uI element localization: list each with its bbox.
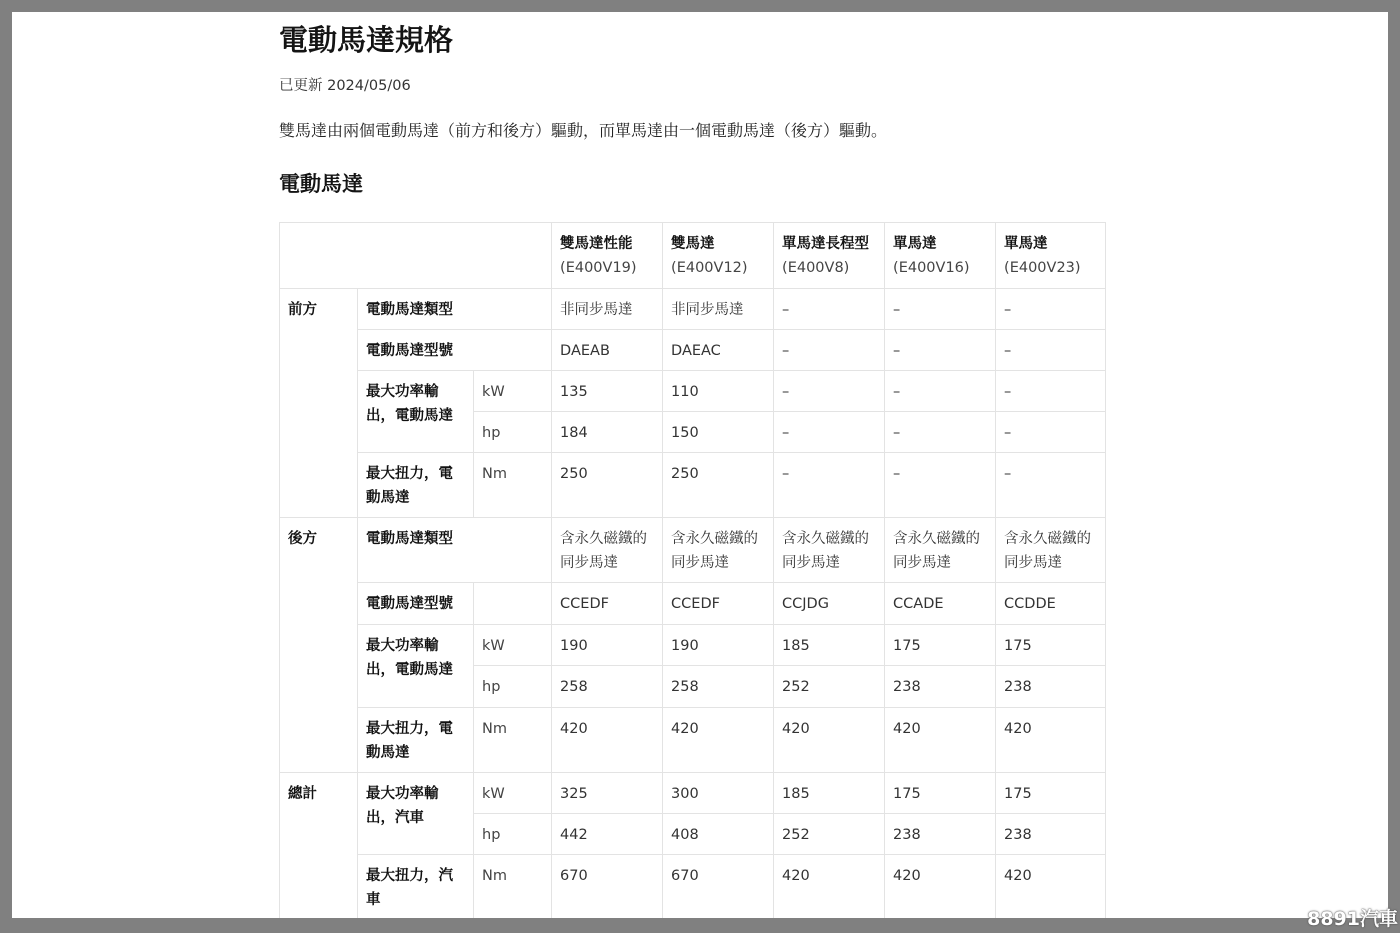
row-label: 最大功率輸出，電動馬達 <box>358 371 474 453</box>
table-cell: 含永久磁鐵的同步馬達 <box>774 518 885 583</box>
table-cell: 258 <box>552 666 663 708</box>
table-cell: – <box>885 371 996 412</box>
table-cell: 238 <box>885 814 996 855</box>
row-label: 最大扭力，電動馬達 <box>358 453 474 518</box>
header-cell <box>774 223 885 289</box>
table-cell: – <box>885 289 996 330</box>
table-cell: 420 <box>885 855 996 919</box>
table-cell: 110 <box>663 371 774 412</box>
row-label: 電動馬達類型 <box>358 289 552 330</box>
table-cell: – <box>885 330 996 371</box>
updated-date: 已更新 2024/05/06 <box>279 78 411 94</box>
table-cell: 250 <box>552 453 663 518</box>
table-cell: – <box>885 412 996 453</box>
table-cell: CCJDG <box>774 583 885 625</box>
row-label: 電動馬達類型 <box>358 518 552 583</box>
table-cell: 175 <box>996 773 1106 814</box>
header-cell <box>552 223 663 289</box>
table-cell: – <box>774 453 885 518</box>
row-label: 最大扭力，汽車 <box>358 855 474 919</box>
table-cell: 非同步馬達 <box>552 289 663 330</box>
table-cell: 175 <box>885 625 996 666</box>
motor-spec-table <box>279 222 1106 918</box>
unit-cell: Nm <box>474 453 552 518</box>
table-cell: 670 <box>552 855 663 919</box>
unit-cell: hp <box>474 666 552 708</box>
header-code: (E400V23) <box>1004 260 1081 276</box>
table-cell: 238 <box>996 666 1106 708</box>
table-cell: 300 <box>663 773 774 814</box>
table-row <box>280 625 1106 666</box>
table-cell: DAEAC <box>663 330 774 371</box>
unit-cell: kW <box>474 371 552 412</box>
table-cell: 258 <box>663 666 774 708</box>
header-cell <box>996 223 1106 289</box>
header-cell <box>663 223 774 289</box>
table-cell: 含永久磁鐵的同步馬達 <box>885 518 996 583</box>
table-cell: – <box>996 289 1106 330</box>
table-cell: 250 <box>663 453 774 518</box>
table-row <box>280 773 1106 814</box>
header-cell <box>885 223 996 289</box>
table-cell: 420 <box>774 855 885 919</box>
table-cell: 670 <box>663 855 774 919</box>
unit-cell: Nm <box>474 855 552 919</box>
table-cell: DAEAB <box>552 330 663 371</box>
unit-cell: kW <box>474 773 552 814</box>
header-name: 單馬達 <box>893 236 937 252</box>
header-code: (E400V8) <box>782 260 850 276</box>
table-cell: 150 <box>663 412 774 453</box>
group-total: 總計 <box>280 773 358 919</box>
table-cell: CCADE <box>885 583 996 625</box>
page-title: 電動馬達規格 <box>279 23 454 57</box>
table-cell: – <box>774 412 885 453</box>
row-label: 最大功率輸出，汽車 <box>358 773 474 855</box>
table-cell: 184 <box>552 412 663 453</box>
header-code: (E400V12) <box>671 260 748 276</box>
page-frame <box>12 12 1388 918</box>
table-cell: 含永久磁鐵的同步馬達 <box>663 518 774 583</box>
table-row <box>280 518 1106 583</box>
table-cell: 238 <box>885 666 996 708</box>
table-cell: CCDDE <box>996 583 1106 625</box>
section-title: 電動馬達 <box>279 172 363 196</box>
table-cell: 420 <box>885 708 996 773</box>
table-cell: 420 <box>774 708 885 773</box>
table-cell: – <box>996 371 1106 412</box>
header-name: 單馬達 <box>1004 236 1048 252</box>
table-cell: 含永久磁鐵的同步馬達 <box>996 518 1106 583</box>
table-cell: 190 <box>552 625 663 666</box>
table-cell: 325 <box>552 773 663 814</box>
table-cell: CCEDF <box>663 583 774 625</box>
table-cell: – <box>996 412 1106 453</box>
header-name: 雙馬達 <box>671 236 715 252</box>
table-cell: 420 <box>552 708 663 773</box>
unit-cell: hp <box>474 814 552 855</box>
table-cell: 非同步馬達 <box>663 289 774 330</box>
table-cell: 175 <box>996 625 1106 666</box>
table-row <box>280 453 1106 518</box>
table-cell: 252 <box>774 814 885 855</box>
unit-cell: kW <box>474 625 552 666</box>
header-code: (E400V16) <box>893 260 970 276</box>
table-cell: – <box>774 330 885 371</box>
row-label: 最大功率輸出，電動馬達 <box>358 625 474 708</box>
table-cell: 420 <box>996 855 1106 919</box>
table-row <box>280 708 1106 773</box>
table-cell: – <box>774 371 885 412</box>
table-cell: CCEDF <box>552 583 663 625</box>
header-name: 單馬達長程型 <box>782 236 870 252</box>
watermark-logo: 8891汽車 <box>1307 908 1398 930</box>
table-cell: – <box>774 289 885 330</box>
header-name: 雙馬達性能 <box>560 236 633 252</box>
unit-cell: hp <box>474 412 552 453</box>
table-cell: 420 <box>996 708 1106 773</box>
table-cell: 252 <box>774 666 885 708</box>
table-cell: 420 <box>663 708 774 773</box>
table-row <box>280 583 1106 625</box>
table-cell: – <box>996 330 1106 371</box>
group-front: 前方 <box>280 289 358 518</box>
unit-cell: Nm <box>474 708 552 773</box>
table-cell: 185 <box>774 773 885 814</box>
header-empty-cell <box>280 223 552 289</box>
table-cell: 442 <box>552 814 663 855</box>
table-cell: 175 <box>885 773 996 814</box>
table-cell: 135 <box>552 371 663 412</box>
unit-cell-empty <box>474 583 552 625</box>
table-row <box>280 289 1106 330</box>
table-header-row <box>280 223 1106 289</box>
intro-text: 雙馬達由兩個電動馬達（前方和後方）驅動，而單馬達由一個電動馬達（後方）驅動。 <box>279 121 888 140</box>
table-row <box>280 855 1106 919</box>
table-row <box>280 371 1106 412</box>
row-label: 電動馬達型號 <box>358 330 552 371</box>
row-label: 最大扭力，電動馬達 <box>358 708 474 773</box>
table-cell: 含永久磁鐵的同步馬達 <box>552 518 663 583</box>
header-code: (E400V19) <box>560 260 637 276</box>
table-cell: – <box>996 453 1106 518</box>
row-label: 電動馬達型號 <box>358 583 474 625</box>
table-row <box>280 330 1106 371</box>
table-cell: 408 <box>663 814 774 855</box>
group-rear: 後方 <box>280 518 358 773</box>
table-cell: 185 <box>774 625 885 666</box>
table-cell: 190 <box>663 625 774 666</box>
table-cell: 238 <box>996 814 1106 855</box>
table-cell: – <box>885 453 996 518</box>
